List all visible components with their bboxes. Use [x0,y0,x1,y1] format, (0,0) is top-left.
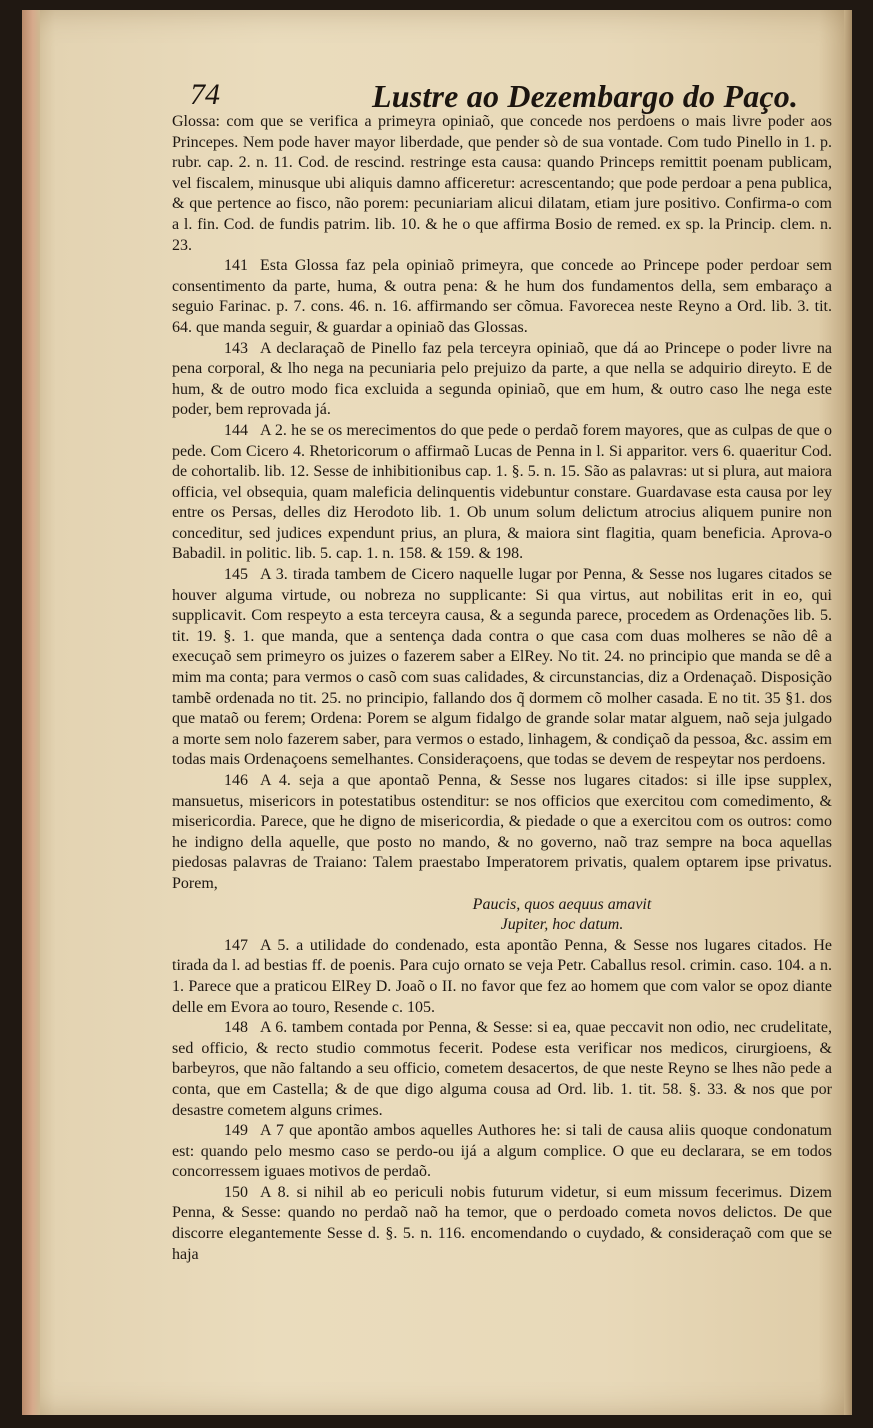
paragraph-text: A 3. tirada tambem de Cicero naquelle lugar por Penna, & Sesse nos lugares citados se houver alguma virtude, ou nobreza no supplicante: Si qua virtus, aut nobilitas erit in eo, qui supplicavit. Com respeyto a esta terceyra causa, & a segunda parece, procedem as Ordenações lib. 5. tit. 19. §. 1. que manda, que a sentença dada contra o que casa com duas molheres se não dê a execuçaõ sem primeyro os juizes o fazerem saber a ElRey. No tit. 24. no principio que manda se dê a mim ma conta; para vermos o casõ com suas calidades, & circunstancias, diz a Ordenaçaõ. Disposição tambẽ ordenada no tit. 25. no principio, fallando dos q̃ dormem cõ molher casada. E no tit. 35 §1. dos que mataõ ou ferem; Ordena: Porem se algum fidalgo de grande solar matar alguem, naõ seja julgado a morte sem nolo fazerem saber, para vermos o estado, linhagem, & condiçaõ da pessoa, &c. assim em todas mais Ordenaçoens semelhantes. Consideraçoens, que todas se devem de respeytar nos perdoens. [172,566,832,769]
paragraph-number: 145 [224,566,248,584]
paragraph-number: 146 [224,772,248,789]
paragraph-number: 144 [224,421,248,439]
paragraph-text: Glossa: com que se verifica a primeyra opiniaõ, que concede nos perdoens o mais livre poder aos Princepes. Nem pode haver mayor liberdade, que pender sò de sua vontade. Com tudo Pinello in 1. p. rubr. cap. 2. n. 11. Cod. de rescind. restringe esta causa: quando Princeps remittit poenam publicam, vel fiscalem, minusque ubi aliquis damno afficeretur: acrescentando; que pode perdoar a pena publica, & que pertence ao fisco, não porem: pecuniariam alicui dilatam, etiam jure positivo. Confirma-o com a l. fin. Cod. de fundis patrim. lib. 10. & he o que affirma Bosio de remed. ex sp. la Princip. clem. n. 23. [172,113,832,254]
paragraph-number: 149 [224,1122,248,1140]
paragraph-text: Esta Glossa faz pela opiniaõ primeyra, que concede ao Princepe poder perdoar sem consentimento da parte, huma, & outra pena: & he hum dos fundamentos della, sem embaraço a seguio Farinac. p. 7. cons. 46. n. 16. affirmando ser cõmua. Favorecea neste Reyno a Ord. lib. 3. tit. 64. que manda seguir, & guardar a opiniaõ das Glossas. [172,257,832,336]
verse-quote-line-2: Jupiter, hoc datum. [500,916,624,934]
paragraph-text: A 4. seja a que apontaõ Penna, & Sesse nos lugares citados: si ille ipse supplex, mansuetus, misericors in potestatibus ostenditur: se nos officios que exercitou com comedimento, & misericordia. Parece, que he digno de misericordia, & piedade o que a exercitou com os outros: como he indigno della aquelle, que posto no mando, & no governo, naõ traz sempre na boca aquellas piedosas palavras de Traiano: Talem praestabo Imperatorem privatis, qualem optarem ipse privatus. Porem, [172,772,832,892]
paragraph-continued [172,112,832,256]
paragraph-number: 150 [224,1183,248,1201]
paragraph-number: 141 [224,257,248,275]
paragraph-145 [172,565,832,771]
paragraph-number: 148 [224,1019,248,1037]
page-number: 74 [190,78,220,111]
paragraph-number: 147 [224,936,248,954]
paragraph-text: A 7 que apontão ambos aquelles Authores he: si tali de causa aliis quoque condonatum est: quando pelo mesmo caso se perdo-ou ijá a algum complice. O que eu declarara, se em todos concorressem iguaes motivos de perdaõ. [172,1122,832,1181]
paragraph-148 [172,1018,832,1121]
paragraph-150 [172,1183,832,1265]
paragraph-146 [172,771,832,895]
paragraph-text: A 8. si nihil ab eo periculi nobis futurum videtur, si eum missum fecerimus. Dizem Penna, & Sesse: quando no perdaõ naõ ha temor, que o perdoado cometa novos delictos. De que discorre elegantemente Sesse d. §. 5. n. 116. encomendando o cuydado, & consideraçaõ com que se haja [172,1183,832,1263]
verse-quote-line-1: Paucis, quos aequus amavit [472,895,652,913]
paragraph-text: A 2. he se os merecimentos do que pede o perdaõ forem mayores, que as culpas de que o pede. Com Cicero 4. Rhetoricorum o affirmaõ Lucas de Penna in l. Si apparitor. vers 6. quaeritur Cod. de cohortalib. lib. 12. Sesse de inhibitionibus cap. 1. §. 5. n. 15. São as palavras: ut si plura, aut maiora officia, vel obsequia, quam maleficia delinquentis videbuntur constare. Guardavase esta causa por ley entre os Persas, delles diz Herodoto lib. 1. Ob unum solum delictum atrocius aliquem punire non conceditur, sed judices expendunt prius, an plura, & maiora sint flagitia, quam beneficia. Aprova-o Babadil. in politic. lib. 5. cap. 1. n. 158. & 159. & 198. [172,421,832,563]
page-right-edge [844,10,852,1415]
paragraph-143 [172,339,832,421]
paragraph-text: A declaraçaõ de Pinello faz pela terceyra opiniaõ, que dá ao Princepe o poder livre na pena corporal, & lho nega na pecuniaria pelo prejuizo da parte, a que nella se adquirio direyto. E de hum, & de outro modo fica excluida a segunda opiniaõ, que em hum, & outro caso lhe nega este poder, bem reprovada já. [172,339,832,419]
paragraph-141 [172,256,832,338]
body-text [172,112,832,1265]
paragraph-text: A 5. a utilidade do condenado, esta apontão Penna, & Sesse nos lugares citados. He tirada da l. ad bestias ff. de poenis. Para cujo ornato se veja Petr. Caballus resol. crimin. caso. 104. a n. 1. Parece que a praticou ElRey D. Joaõ o II. no favor que fez ao homem que com valor se opoz diante delle em Evora ao touro, Resende c. 105. [172,936,832,1016]
page-gutter-edge [22,10,40,1415]
paragraph-149 [172,1121,832,1183]
paragraph-144 [172,421,832,565]
paragraph-number: 143 [224,339,248,357]
running-title: Lustre ao Dezembargo do Paço. [372,78,799,114]
paragraph-text: A 6. tambem contada por Penna, & Sesse: si ea, quae peccavit non odio, nec crudelitate, sed officio, & recto studio commotus fecerit. Podese esta verificar nos medicos, cirurgioens, & barbeyros, que não faltando a seu officio, cometem desacertos, de que neste Reyno se lhes não pede a conta, que em Castella; & de que digo alguma cousa ad Ord. lib. 1. tit. 58. §. 33. & nos que por desastre cometem alguns crimes. [172,1019,832,1119]
paragraph-147 [172,936,832,1018]
